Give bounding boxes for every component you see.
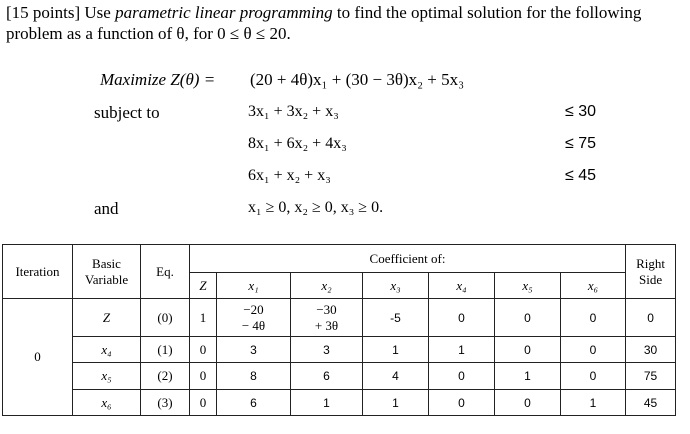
method-name: parametric linear programming xyxy=(115,3,333,22)
coef-x6: 0 xyxy=(561,337,626,363)
objective-function: (20 + 4θ)x₁ + (30 − 3θ)x₂ + 5x₃ xyxy=(250,70,465,89)
header-col-x4: x₄ xyxy=(429,273,495,299)
header-basic-variable xyxy=(73,245,141,299)
constraint-3-rhs: ≤ 45 xyxy=(565,167,597,184)
header-row-top xyxy=(3,245,676,273)
coef-x2: 1 xyxy=(291,390,363,416)
header-col-x1: x₁ xyxy=(217,273,291,299)
coef-x6: 0 xyxy=(561,299,626,337)
table-row xyxy=(3,390,676,416)
coef-z: 0 xyxy=(190,337,217,363)
coef-x2 xyxy=(291,299,363,337)
coef-x1: 8 xyxy=(217,363,291,390)
coef-x1-line2: − 4θ xyxy=(241,317,266,333)
coef-x5: 0 xyxy=(495,337,561,363)
statement-line2: problem as a function of θ, for 0 ≤ θ ≤ 20. xyxy=(6,24,291,43)
coef-x6: 0 xyxy=(561,363,626,390)
right-side-value: 30 xyxy=(626,337,676,363)
basic-variable: x₄ xyxy=(73,337,141,363)
header-eq: Eq. xyxy=(141,245,190,299)
subject-to-label: subject to xyxy=(94,103,160,122)
header-right-side-line2: Side xyxy=(638,271,663,287)
table-row xyxy=(3,299,676,337)
coef-x2-line2: + 3θ xyxy=(314,317,339,333)
basic-variable: x₆ xyxy=(73,390,141,416)
coef-x3: 4 xyxy=(363,363,429,390)
coef-x3: 1 xyxy=(363,337,429,363)
coef-x5: 0 xyxy=(495,390,561,416)
header-col-x2: x₂ xyxy=(291,273,363,299)
coef-x4: 0 xyxy=(429,299,495,337)
coef-x1-line1: −20 xyxy=(243,301,264,317)
coef-x2: 6 xyxy=(291,363,363,390)
equation-number: (3) xyxy=(141,390,190,416)
coef-x1 xyxy=(217,299,291,337)
objective-lhs: Z(θ) = xyxy=(170,70,216,89)
coef-x6: 1 xyxy=(561,390,626,416)
header-right-side-line1: Right xyxy=(636,255,665,271)
table-row xyxy=(3,363,676,390)
right-side-value: 45 xyxy=(626,390,676,416)
objective-row xyxy=(100,70,215,90)
constraint-3-lhs: 6x₁ + x₂ + x₃ xyxy=(248,167,331,184)
coef-x5: 0 xyxy=(495,299,561,337)
problem-statement xyxy=(6,2,686,44)
coef-x2-line1: −30 xyxy=(316,301,337,317)
coef-z: 0 xyxy=(190,363,217,390)
coef-z: 1 xyxy=(190,299,217,337)
maximize-label: Maximize xyxy=(100,70,167,89)
basic-variable: x₅ xyxy=(73,363,141,390)
coef-x2: 3 xyxy=(291,337,363,363)
equation-number: (2) xyxy=(141,363,190,390)
header-coefficient-of: Coefficient of: xyxy=(190,245,626,273)
coef-x5: 1 xyxy=(495,363,561,390)
nonnegativity-constraints: x₁ ≥ 0, x₂ ≥ 0, x₃ ≥ 0. xyxy=(248,199,384,216)
constraint-2-lhs: 8x₁ + 6x₂ + 4x₃ xyxy=(248,135,347,152)
iteration-value: 0 xyxy=(3,299,73,416)
coef-x4: 0 xyxy=(429,363,495,390)
coef-x1: 3 xyxy=(217,337,291,363)
header-col-z: Z xyxy=(190,273,217,299)
header-col-x6: x₆ xyxy=(561,273,626,299)
and-label: and xyxy=(94,199,119,218)
equation-number: (0) xyxy=(141,299,190,337)
coef-z: 0 xyxy=(190,390,217,416)
constraint-2-rhs: ≤ 75 xyxy=(565,135,597,152)
basic-variable: Z xyxy=(73,299,141,337)
coef-x3: 1 xyxy=(363,390,429,416)
table-row xyxy=(3,337,676,363)
simplex-tableau xyxy=(2,244,676,416)
right-side-value: 75 xyxy=(626,363,676,390)
header-basic-variable-line1: Basic xyxy=(92,255,121,271)
right-side-value: 0 xyxy=(626,299,676,337)
equation-number: (1) xyxy=(141,337,190,363)
header-basic-variable-line2: Variable xyxy=(84,271,129,287)
coef-x4: 0 xyxy=(429,390,495,416)
header-col-x3: x₃ xyxy=(363,273,429,299)
constraint-1-lhs: 3x₁ + 3x₂ + x₃ xyxy=(248,103,339,120)
header-iteration: Iteration xyxy=(3,245,73,299)
header-right-side xyxy=(626,245,676,299)
header-col-x5: x₅ xyxy=(495,273,561,299)
points-prefix: [15 points] Use xyxy=(6,3,116,22)
coef-x1: 6 xyxy=(217,390,291,416)
statement-line1-rest: to find the optimal solution for the following xyxy=(332,3,642,22)
coef-x3: -5 xyxy=(363,299,429,337)
coef-x4: 1 xyxy=(429,337,495,363)
constraint-1-rhs: ≤ 30 xyxy=(565,103,597,120)
